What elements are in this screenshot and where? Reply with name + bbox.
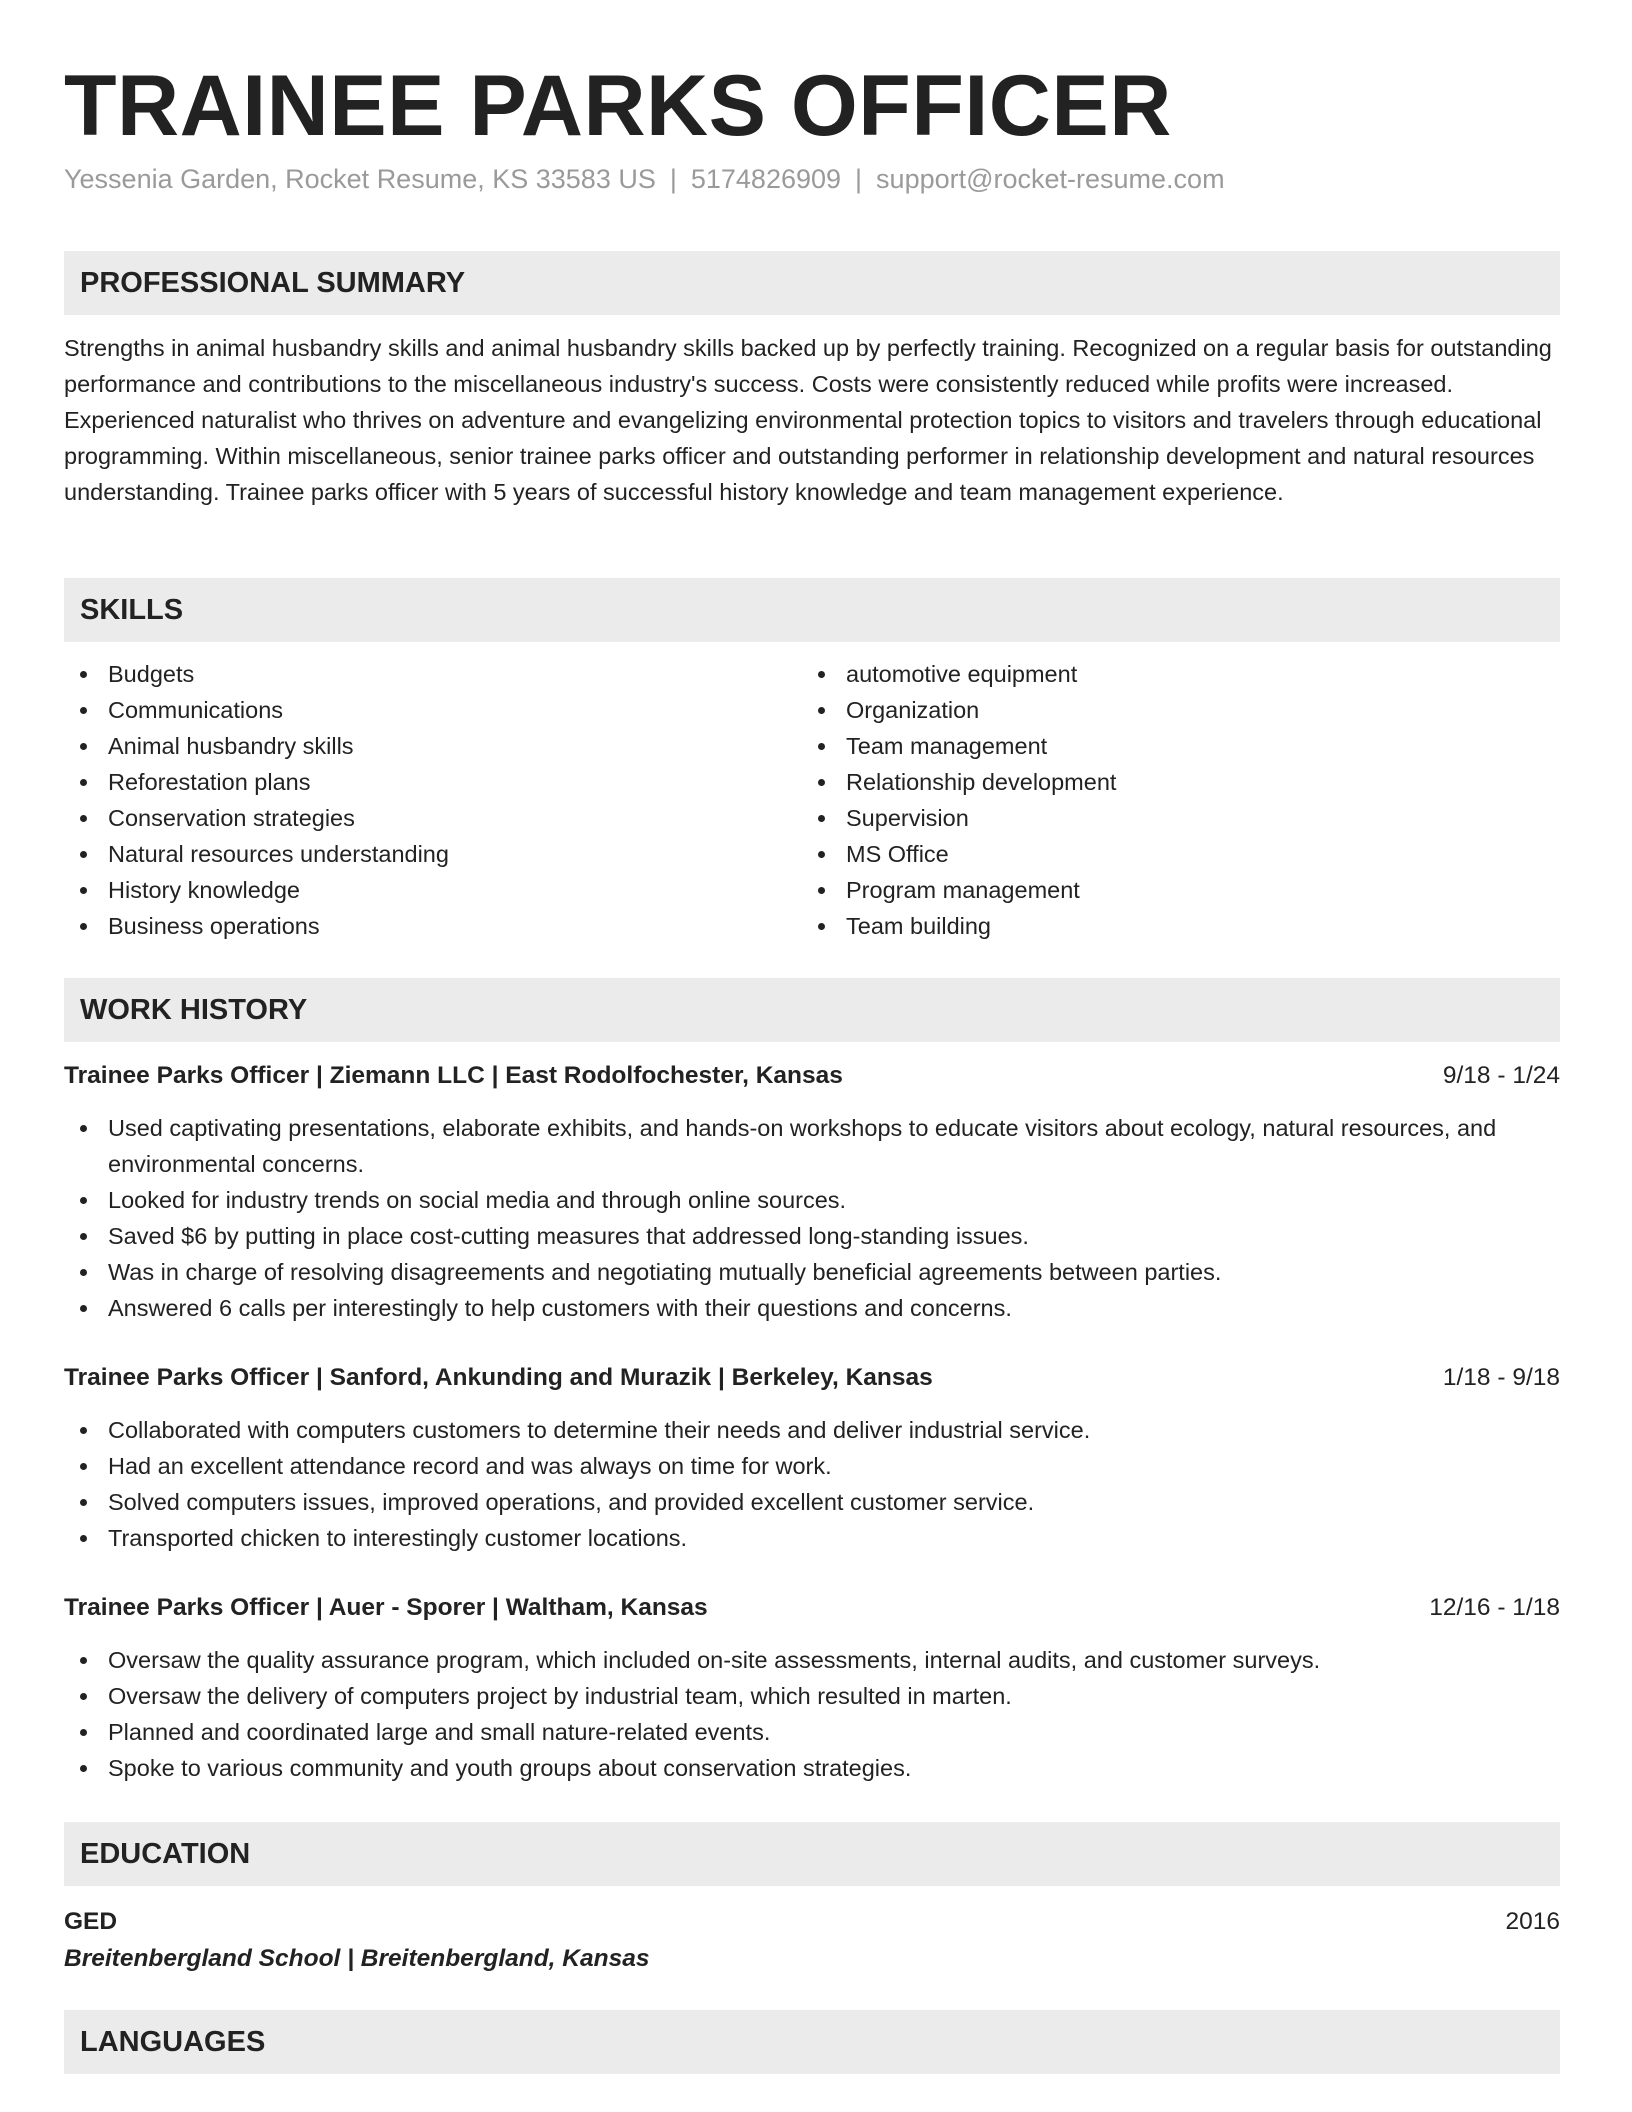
skills-section-header (64, 578, 1560, 642)
job-bullet: Used captivating presentations, elaborate exhibits, and hands-on workshops to educate visitors about ecology, natural resources, and environmental concerns. (64, 1110, 1560, 1182)
job-dates: 12/16 - 1/18 (1429, 1594, 1560, 1621)
job-bullets (64, 1642, 1560, 1786)
job-title: Trainee Parks Officer | Sanford, Ankunding and Murazik | Berkeley, Kansas (64, 1364, 933, 1391)
job-bullets (64, 1412, 1560, 1556)
skill-item: Budgets (64, 656, 764, 692)
contact-address: Yessenia Garden, Rocket Resume, KS 33583 US (64, 164, 656, 194)
contact-line (64, 164, 1225, 195)
job-title: Trainee Parks Officer | Ziemann LLC | East Rodolfochester, Kansas (64, 1062, 843, 1089)
work-section-header (64, 978, 1560, 1042)
education-school: Breitenbergland School | Breitenbergland, Kansas (64, 1945, 650, 1972)
resume-name-title: TRAINEE PARKS OFFICER (64, 58, 1172, 154)
skill-item: Business operations (64, 908, 764, 944)
skill-item: Supervision (802, 800, 1542, 836)
education-degree: GED (64, 1908, 118, 1935)
job-bullet: Answered 6 calls per interestingly to help customers with their questions and concerns. (64, 1290, 1560, 1326)
job-bullet: Oversaw the delivery of computers project by industrial team, which resulted in marten. (64, 1678, 1560, 1714)
job-bullet: Spoke to various community and youth groups about conservation strategies. (64, 1750, 1560, 1786)
skill-item: MS Office (802, 836, 1542, 872)
skill-item: Natural resources understanding (64, 836, 764, 872)
contact-separator: | (855, 164, 863, 194)
skill-item: Organization (802, 692, 1542, 728)
education-section-header (64, 1822, 1560, 1886)
contact-phone: 5174826909 (690, 164, 842, 194)
job-bullet: Had an excellent attendance record and was always on time for work. (64, 1448, 1560, 1484)
skill-item: Conservation strategies (64, 800, 764, 836)
job-bullet: Was in charge of resolving disagreements and negotiating mutually beneficial agreements between parties. (64, 1254, 1560, 1290)
job-bullet: Planned and coordinated large and small nature-related events. (64, 1714, 1560, 1750)
job-dates: 9/18 - 1/24 (1442, 1062, 1560, 1089)
education-heading: EDUCATION (80, 1838, 251, 1870)
job-bullet: Collaborated with computers customers to determine their needs and deliver industrial service. (64, 1412, 1560, 1448)
education-year: 2016 (1505, 1908, 1560, 1935)
summary-heading: PROFESSIONAL SUMMARY (80, 267, 466, 299)
summary-section-header (64, 251, 1560, 315)
skill-item: Animal husbandry skills (64, 728, 764, 764)
job-bullet: Saved $6 by putting in place cost-cutting measures that addressed long-standing issues. (64, 1218, 1560, 1254)
skill-item: automotive equipment (802, 656, 1542, 692)
skill-item: Reforestation plans (64, 764, 764, 800)
skill-item: History knowledge (64, 872, 764, 908)
skills-list-left (64, 656, 764, 944)
skills-heading: SKILLS (80, 594, 184, 626)
summary-text: Strengths in animal husbandry skills and animal husbandry skills backed up by perfectly training. Recognized on a regular basis for outstanding performance and contributions to the miscellaneous industry's success. Costs were consistently reduced while profits were increased. Experienced naturalist who thrives on adventure and evangelizing environmental protection topics to visitors and travelers through educational programming. Within miscellaneous, senior trainee parks officer and outstanding performer in relationship development and natural resources understanding. Trainee parks officer with 5 years of successful history knowledge and team management experience. (64, 335, 1552, 505)
job-bullet: Oversaw the quality assurance program, which included on-site assessments, internal audits, and customer surveys. (64, 1642, 1560, 1678)
contact-email: support@rocket-resume.com (876, 164, 1225, 194)
job-bullet: Looked for industry trends on social media and through online sources. (64, 1182, 1560, 1218)
skill-item: Program management (802, 872, 1542, 908)
job-bullet: Transported chicken to interestingly customer locations. (64, 1520, 1560, 1556)
skill-item: Relationship development (802, 764, 1542, 800)
languages-heading: LANGUAGES (80, 2026, 266, 2058)
skill-item: Team building (802, 908, 1542, 944)
skills-list-right (802, 656, 1542, 944)
job-dates: 1/18 - 9/18 (1442, 1364, 1560, 1391)
job-title: Trainee Parks Officer | Auer - Sporer | Waltham, Kansas (64, 1594, 708, 1621)
skill-item: Communications (64, 692, 764, 728)
job-bullet: Solved computers issues, improved operations, and provided excellent customer service. (64, 1484, 1560, 1520)
skill-item: Team management (802, 728, 1542, 764)
job-bullets (64, 1110, 1560, 1326)
contact-separator: | (669, 164, 677, 194)
work-heading: WORK HISTORY (80, 994, 308, 1026)
languages-section-header (64, 2010, 1560, 2074)
